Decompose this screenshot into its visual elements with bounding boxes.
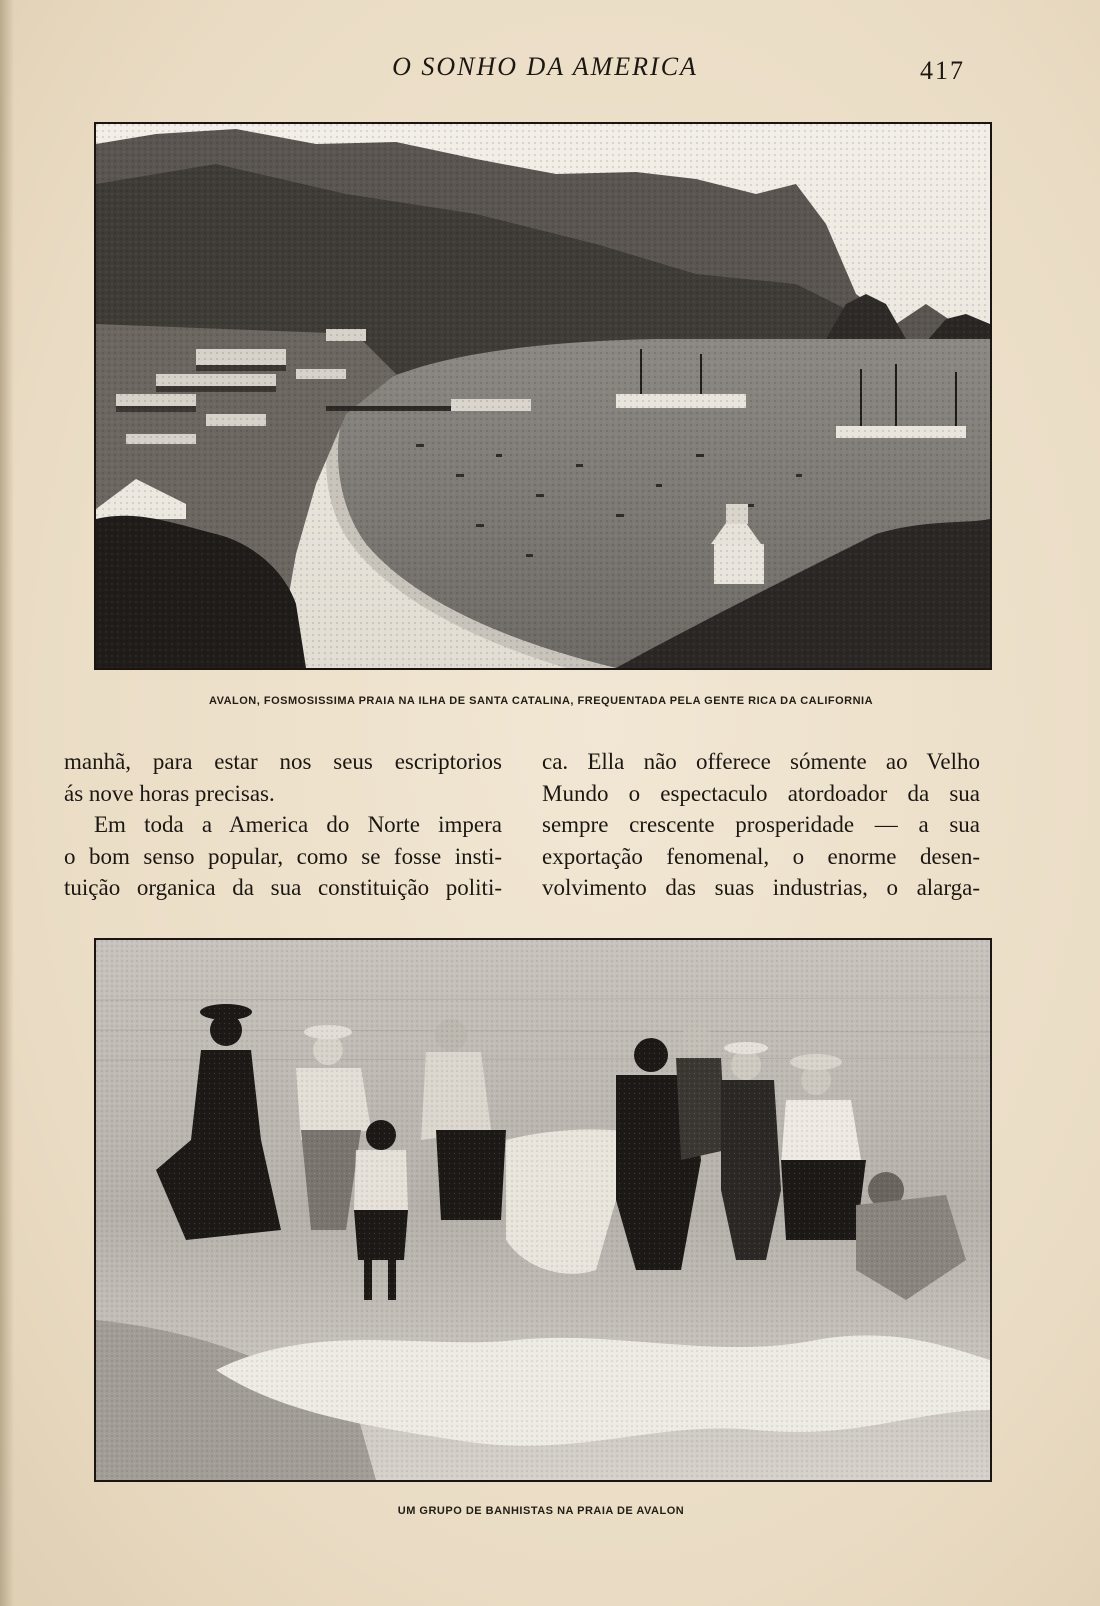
text-line: ás nove horas precisas. <box>64 780 275 806</box>
page-number: 417 <box>920 56 965 85</box>
text-line: ca. Ella não offerece sómente ao Velho <box>542 749 980 774</box>
text-line: Mundo o espectaculo atordoador da sua <box>542 780 980 806</box>
text-line: sempre crescente prosperidade — a sua <box>542 812 980 837</box>
text-line: Em toda a America do Norte impera <box>94 812 502 837</box>
text-line: exportação fenomenal, o enorme desen- <box>542 843 980 869</box>
text-line: volvimento das suas industrias, o alarga- <box>542 875 980 900</box>
left-text-column <box>64 746 502 904</box>
text-line: o bom senso popular, como se fosse insti- <box>64 843 502 869</box>
avalon-bay-photograph <box>94 122 992 670</box>
text-line: manhã, para estar nos seus escriptorios <box>64 749 502 774</box>
photo-2-caption: UM GRUPO DE BANHISTAS NA PRAIA DE AVALON <box>397 1505 685 1517</box>
bathers-photograph <box>94 938 992 1482</box>
text-line: tuição organica da sua constituição politi- <box>64 875 502 900</box>
right-text-column <box>542 746 980 904</box>
page-binding-edge <box>0 0 14 1606</box>
running-header-title: O SONHO DA AMERICA <box>392 52 698 81</box>
photo-1-caption: AVALON, FOSMOSISSIMA PRAIA NA ILHA DE SANTA CATALINA, FREQUENTADA PELA GENTE RICA DA CALIFORNIA <box>208 695 874 707</box>
